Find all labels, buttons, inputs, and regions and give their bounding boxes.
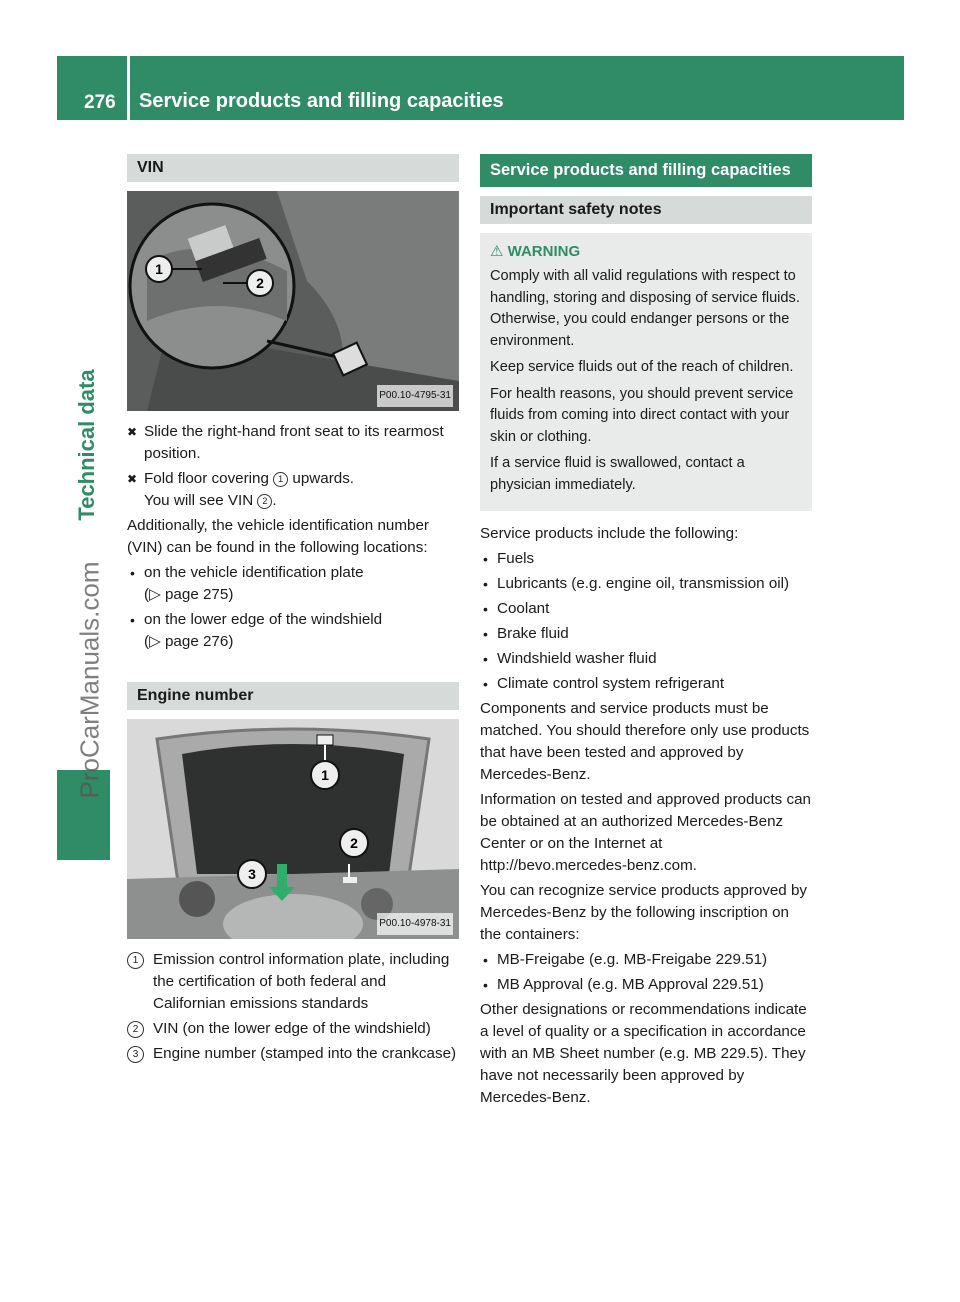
bullet-icon: • [130,565,135,581]
warning-paragraph: Comply with all valid regulations with respect to handling, storing and disposing of service fluids. Otherwise, you could endanger persons or the environment. [490,268,800,349]
vin-callout-1: 1 [155,261,163,277]
engine-heading: Engine number [127,682,459,710]
callout-ref-1: 1 [273,472,288,487]
page-title: Service products and filling capacities [139,90,504,112]
paragraph-info: Information on tested and approved products can be obtained at an authorized Mercedes-Benz Center or on the Internet at http://bevo.mercedes-benz.com. [480,791,811,874]
product-item: • Fuels [480,548,812,570]
product-item: • Climate control system refrigerant [480,673,812,695]
page-ref-icon: ▷ [149,586,161,603]
vin-heading: VIN [127,154,459,182]
page-number: 276 [84,92,116,113]
bullet-icon: • [483,977,488,993]
bullet-icon: • [483,676,488,692]
engine-callout-2: 2 [350,835,358,851]
step-arrow-icon: ✖ [127,425,138,439]
section-heading: Service products and filling capacities [480,154,812,187]
product-item: • Brake fluid [480,623,812,645]
step-result: You will see VIN [144,492,254,509]
bullet-icon: • [483,651,488,667]
engine-illustration [127,719,459,939]
callout-ref-2: 2 [257,494,272,509]
step-fold-covering: ✖ Fold floor covering 1 upwards. You will see VIN 2 . [127,470,355,509]
warning-paragraph: Keep service fluids out of the reach of children. [490,359,794,375]
watermark-text: ProCarManuals.com [74,561,105,799]
paragraph-other: Other designations or recommendations indicate a level of quality or a specification in accordance with an MB Sheet number (e.g. MB 229.5). They have not necessarily been approved by Mercedes-Benz. [480,1001,807,1106]
location-item: • on the lower edge of the windshield (▷ page 276) [130,611,383,650]
vin-illustration [127,191,459,411]
bullet-icon: • [483,626,488,642]
warning-box [480,233,812,511]
product-item: • Coolant [480,598,812,620]
product-item: • Windshield washer fluid [480,648,812,670]
legend-item-1: 1 Emission control information plate, including the certification of both federal and Californian emissions standards [127,949,459,1015]
legend-item-2: 2 VIN (on the lower edge of the windshield) [127,1018,459,1040]
warning-title: ⚠ WARNING [490,243,581,260]
bullet-icon: • [483,952,488,968]
watermark [60,520,120,840]
bullet-icon: • [483,551,488,567]
side-tab-label: Technical data [74,369,99,521]
paragraph-recognize: You can recognize service products approved by Mercedes-Benz by the following inscription on the containers: [480,882,808,943]
warning-triangle-icon: ⚠ [490,243,504,260]
additional-text: Additionally, the vehicle identification number (VIN) can be found in the following locations: [127,517,429,556]
warning-paragraph: If a service fluid is swallowed, contact a physician immediately. [490,455,745,493]
legend-item-3: 3 Engine number (stamped into the crankcase) [127,1043,459,1065]
page-link-275[interactable]: page 275) [164,586,234,603]
engine-callout-3: 3 [248,866,256,882]
product-item: • Lubricants (e.g. engine oil, transmission oil) [480,573,812,595]
products-intro: Service products include the following: [480,525,739,542]
warning-paragraph: For health reasons, you should prevent service fluids from coming into direct contact with your skin or clothing. [490,385,794,445]
engine-figure [127,719,459,939]
bullet-icon: • [483,601,488,617]
vin-figure [127,191,459,411]
left-column [127,154,459,1068]
location-item: • on the vehicle identification plate (▷ page 275) [130,564,364,603]
paragraph-matched: Components and service products must be matched. You should therefore only use products that have been tested and approved by Mercedes-Benz. [480,700,810,783]
inscription-item: • MB Approval (e.g. MB Approval 229.51) [480,974,812,996]
engine-callout-1: 1 [321,767,329,783]
page-link-276[interactable]: page 276) [164,633,234,650]
bullet-icon: • [130,612,135,628]
vin-callout-2: 2 [256,275,264,291]
bullet-icon: • [483,576,488,592]
step-arrow-icon: ✖ [127,472,138,486]
page-ref-icon: ▷ [149,633,161,650]
right-column [480,154,812,1112]
inscription-item: • MB-Freigabe (e.g. MB-Freigabe 229.51) [480,949,812,971]
vin-figure-code: P00.10-4795-31 [377,385,453,407]
engine-figure-code: P00.10-4978-31 [377,913,453,935]
step-slide-seat: ✖ Slide the right-hand front seat to its rearmost position. [127,423,444,462]
safety-subheading: Important safety notes [480,196,812,224]
